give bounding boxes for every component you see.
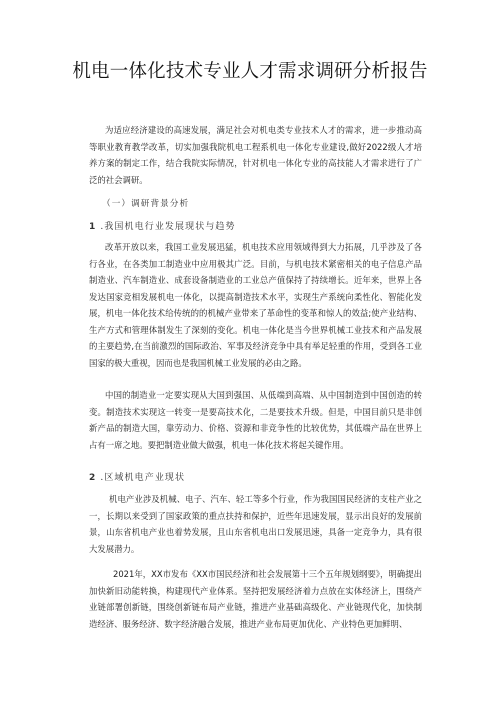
paragraph-4: 2021年，XX市发布《XX市国民经济和社会发展第十三个五年规划纲要》，明确提出加快新旧动能转换，构建现代产业体系。坚持把发展经济着力点放在实体经济上，围绕产业链部署创新链，围绕创新链布局产业链，推进产业基础高级化、产业链现代化，加快制造经济、服务经济、数字经济融合发展，推进产业布局更加优化、产业特色更加鲜明、 [89,569,422,629]
section-heading: （一）调研背景分析 [102,199,190,209]
paragraph-1: 改革开放以来，我国工业发展迅猛，机电技术应用领域得到大力拓展，几乎涉及了各行各业，在各类加工制造业中应用极其广泛。目前，与机电技术紧密相关的电子信息产品制造业、汽车制造业、成套设备制造业的工业总产值保持了持续增长。近年来，世界上各发达国家竞相发展机电一体化，以提高制造技术水平，实现生产系统向柔性化、智能化发展，机电一体化技术给传统的的机械产业带来了革命性的变革和惊人的效益;使产业结构、生产方式和管理体制发生了深刻的变化。机电一体化是当今世界机械工业技术和产品发展的主要趋势,在当前激烈的国际政治、军事及经济竞争中具有举足轻重的作用，受到各工业国家的极大重视，因而也是我国机械工业发展的必由之路。 [89,242,422,368]
subsection-heading-1 [89,219,236,232]
paragraph-3: 机电产业涉及机械、电子、汽车、轻工等多个行业，作为我国国民经济的支柱产业之一，长期以来受到了国家政策的重点扶持和保护，近些年迅速发展，显示出良好的发展前景，山东省机电产业也着势发展，且山东省机电出口发展迅速，具备一定竞争力，具有很大发展潜力。 [89,494,422,554]
intro-paragraph: 为适应经济建设的高速发展，满足社会对机电类专业技术人才的需求，进一步推动高等职业教育教学改革，切实加强我院机电工程系机电一体化专业建设,做好2022级人才培养方案的制定工作，结合我院实际情况，针对机电一体化专业的高技能人才需求进行了广泛的社会调研。 [89,125,422,185]
subsection-heading-2 [89,470,185,483]
subsection-number-2: 2 [89,473,97,483]
subsection-number-1: 1 [89,222,97,232]
document-title: 机电一体化技术专业人才需求调研分析报告 [72,61,428,82]
paragraph-2: 中国的制造业一定要实现从大国到强国、从低端到高端、从中国制造到中国创造的转变。制造技术实现这一转变一是要高技术化，二是要技术升级。但是，中国目前只是非创新产品的制造大国，靠劳动力、价格、资源和非竞争性的比较优势，其低端产品在世界上占有一席之地。要把制造业做大做强，机电一体化技术将起关键作用。 [89,390,422,450]
subsection-title-2: .区域机电产业现状 [100,473,186,483]
subsection-title-1: .我国机电行业发展现状与趋势 [100,222,236,232]
